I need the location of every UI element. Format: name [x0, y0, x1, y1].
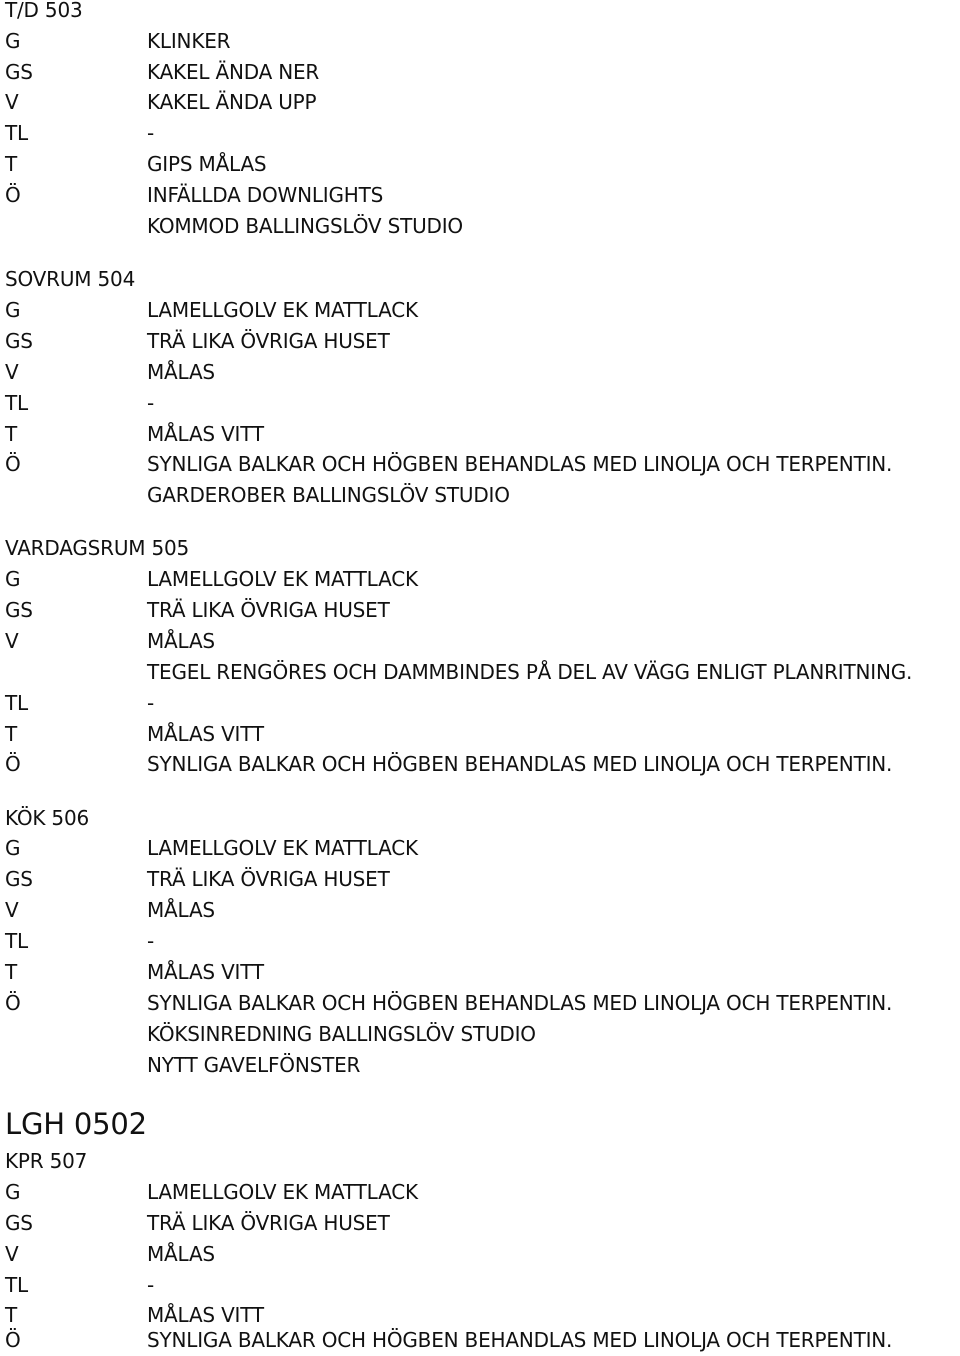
surface-description: TEGEL RENGÖRES OCH DAMMBINDES PÅ DEL AV VÄGG ENLIGT PLANRITNING.: [147, 660, 913, 684]
spec-row: [5, 957, 960, 988]
surface-description: NYTT GAVELFÖNSTER: [147, 1053, 361, 1077]
section-title: KÖK 506: [5, 806, 90, 830]
surface-description: GIPS MÅLAS: [147, 152, 267, 176]
surface-description: LAMELLGOLV EK MATTLACK: [147, 298, 418, 322]
surface-code: G: [5, 836, 21, 860]
surface-description: SYNLIGA BALKAR OCH HÖGBEN BEHANDLAS MED LINOLJA OCH TERPENTIN.: [147, 752, 893, 776]
surface-description: LAMELLGOLV EK MATTLACK: [147, 567, 418, 591]
spec-row: [5, 1177, 960, 1208]
surface-description: -: [147, 121, 155, 145]
spec-row: [5, 388, 960, 419]
surface-description: -: [147, 1273, 155, 1297]
surface-code: G: [5, 29, 21, 53]
surface-description: MÅLAS VITT: [147, 960, 264, 984]
spec-row: [5, 149, 960, 180]
surface-code: T: [5, 960, 18, 984]
surface-description: MÅLAS VITT: [147, 722, 264, 746]
spec-row: [5, 180, 960, 211]
surface-description: KLINKER: [147, 29, 231, 53]
spec-row: [5, 864, 960, 895]
spec-row: [5, 988, 960, 1019]
surface-code: TL: [5, 121, 28, 145]
spec-row: [5, 1050, 960, 1081]
surface-code: G: [5, 567, 21, 591]
surface-code: GS: [5, 1211, 33, 1235]
surface-code: GS: [5, 867, 33, 891]
surface-description: -: [147, 929, 155, 953]
surface-description: KOMMOD BALLINGSLÖV STUDIO: [147, 214, 463, 238]
spec-row: [5, 749, 960, 780]
spec-row: [5, 595, 960, 626]
surface-description: -: [147, 691, 155, 715]
spec-row: [5, 1270, 960, 1301]
spec-row: [5, 1019, 960, 1050]
surface-code: T: [5, 152, 18, 176]
surface-code: V: [5, 360, 19, 384]
spec-row: [5, 719, 960, 750]
spec-row: [5, 626, 960, 657]
surface-code: TL: [5, 391, 28, 415]
surface-code: G: [5, 298, 21, 322]
spec-row: [5, 480, 960, 511]
surface-code: Ö: [5, 991, 21, 1015]
surface-description: MÅLAS: [147, 898, 215, 922]
surface-code: V: [5, 629, 19, 653]
section-title: SOVRUM 504: [5, 267, 136, 291]
surface-code: TL: [5, 929, 28, 953]
surface-description: MÅLAS: [147, 360, 215, 384]
spec-row: [5, 895, 960, 926]
spec-row: [5, 688, 960, 719]
surface-code: V: [5, 90, 19, 114]
surface-code: GS: [5, 60, 33, 84]
surface-code: T: [5, 722, 18, 746]
surface-description: TRÄ LIKA ÖVRIGA HUSET: [147, 598, 390, 622]
surface-description: KÖKSINREDNING BALLINGSLÖV STUDIO: [147, 1022, 536, 1046]
surface-description: SYNLIGA BALKAR OCH HÖGBEN BEHANDLAS MED LINOLJA OCH TERPENTIN.: [147, 991, 893, 1015]
spec-row: [5, 295, 960, 326]
surface-description: KAKEL ÄNDA NER: [147, 60, 320, 84]
spec-row: [5, 57, 960, 88]
surface-code: TL: [5, 691, 28, 715]
surface-code: Ö: [5, 1328, 21, 1352]
surface-code: Ö: [5, 452, 21, 476]
spec-row: [5, 1325, 960, 1356]
surface-code: V: [5, 898, 19, 922]
surface-code: TL: [5, 1273, 28, 1297]
apartment-heading: LGH 0502: [5, 1107, 147, 1141]
surface-description: INFÄLLDA DOWNLIGHTS: [147, 183, 384, 207]
section-title: T/D 503: [5, 0, 83, 22]
spec-row: [5, 657, 960, 688]
surface-description: LAMELLGOLV EK MATTLACK: [147, 1180, 418, 1204]
spec-row: [5, 87, 960, 118]
surface-code: GS: [5, 329, 33, 353]
surface-code: G: [5, 1180, 21, 1204]
spec-row: [5, 449, 960, 480]
surface-description: -: [147, 391, 155, 415]
surface-description: TRÄ LIKA ÖVRIGA HUSET: [147, 329, 390, 353]
surface-description: LAMELLGOLV EK MATTLACK: [147, 836, 418, 860]
surface-code: V: [5, 1242, 19, 1266]
surface-code: Ö: [5, 752, 21, 776]
surface-description: MÅLAS: [147, 1242, 215, 1266]
surface-description: GARDEROBER BALLINGSLÖV STUDIO: [147, 483, 510, 507]
spec-row: [5, 1208, 960, 1239]
surface-description: TRÄ LIKA ÖVRIGA HUSET: [147, 1211, 390, 1235]
surface-description: SYNLIGA BALKAR OCH HÖGBEN BEHANDLAS MED LINOLJA OCH TERPENTIN.: [147, 1328, 893, 1352]
surface-code: Ö: [5, 183, 21, 207]
surface-description: SYNLIGA BALKAR OCH HÖGBEN BEHANDLAS MED LINOLJA OCH TERPENTIN.: [147, 452, 893, 476]
section-title: KPR 507: [5, 1149, 88, 1173]
spec-row: [5, 357, 960, 388]
surface-description: MÅLAS VITT: [147, 1303, 264, 1327]
section-title: VARDAGSRUM 505: [5, 536, 190, 560]
surface-description: TRÄ LIKA ÖVRIGA HUSET: [147, 867, 390, 891]
surface-code: GS: [5, 598, 33, 622]
spec-row: [5, 211, 960, 242]
surface-code: T: [5, 1303, 18, 1327]
spec-row: [5, 326, 960, 357]
spec-row: [5, 564, 960, 595]
spec-row: [5, 26, 960, 57]
spec-row: [5, 833, 960, 864]
surface-code: T: [5, 422, 18, 446]
spec-row: [5, 419, 960, 450]
surface-description: MÅLAS: [147, 629, 215, 653]
surface-description: KAKEL ÄNDA UPP: [147, 90, 317, 114]
spec-row: [5, 1239, 960, 1270]
surface-description: MÅLAS VITT: [147, 422, 264, 446]
spec-row: [5, 118, 960, 149]
spec-row: [5, 926, 960, 957]
